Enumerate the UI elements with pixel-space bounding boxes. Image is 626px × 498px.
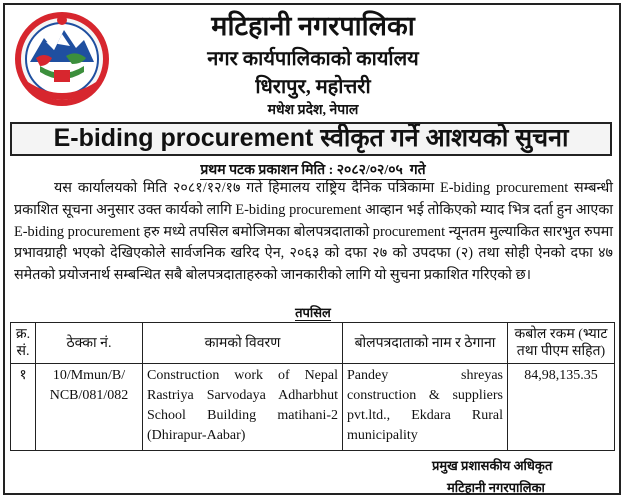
publication-date-line	[0, 160, 626, 179]
cell-serial: १	[11, 364, 36, 451]
publication-date: २०८२/०२/०५	[336, 163, 403, 178]
publication-label: प्रथम पटक प्रकाशन मिति :	[200, 163, 334, 178]
header-contract-no: ठेक्का नं.	[36, 323, 143, 364]
cell-contract-no: 10/Mmun/B/ NCB/081/082	[36, 364, 143, 451]
table-header-row	[11, 323, 615, 364]
header-bidder: बोलपत्रदाताको नाम र ठेगाना	[343, 323, 508, 364]
header-amount: कबोल रकम (भ्याट तथा पीएम सहित)	[508, 323, 615, 364]
cell-amount: 84,98,135.35	[508, 364, 615, 451]
cell-description: Construction work of Nepal Rastriya Sarvodaya Adharbhut School Building matihani-2 (Dhirapur-Aabar)	[143, 364, 343, 451]
table-row	[11, 364, 615, 451]
publication-suffix: गते	[409, 163, 426, 178]
header-description: कामको विवरण	[143, 323, 343, 364]
schedule-heading	[0, 303, 626, 321]
header-serial: क्र. सं.	[11, 323, 36, 364]
signatory-org: मटिहानी नगरपालिका	[447, 480, 545, 495]
schedule-title: तपसिल	[295, 305, 331, 320]
signatory-title: प्रमुख प्रशासकीय अधिकृत	[432, 458, 553, 473]
notice-body: यस कार्यालयको मिति २०८१/१२/१७ गते हिमालय राष्ट्रिय दैनिक पत्रिकामा E-biding procurement सम्बन्धी प्रकाशित सूचना अनुसार उक्त कार्यको लागि E-biding procurement आव्हान भई तोकिएको म्याद भित्र दर्ता हुन आएका E-biding procurement हरु मध्ये तपसिल बमोजिमका बोलपत्रदाताको procurement न्यूनतम मुल्याकित सारभुत रुपमा प्रभावग्राही भएको देखिएकोले सार्वजनिक खरिद ऐन, २०६३ को दफा २७ को उपदफा (२) तथा सोही ऐनको दफा ४७ समेतको प्रयोजनार्थ सम्बन्धित सबै बोलपत्रदाताहरुको जानकारीको लागि यो सुचना प्रकाशित गरिएको छ।	[14, 180, 613, 284]
province-name: मधेश प्रदेश, नेपाल	[267, 103, 359, 118]
office-location: धिरापुर, महोत्तरी	[255, 76, 371, 98]
office-name: नगर कार्यपालिकाको कार्यालय	[207, 48, 419, 70]
notice-title: E-biding procurement स्वीकृत गर्ने आशयको सुचना	[10, 122, 612, 156]
cell-bidder: Pandey shreyas construction & suppliers pvt.ltd., Ekdara Rural municipality	[343, 364, 508, 451]
bid-schedule-table	[10, 322, 615, 451]
municipality-name: मटिहानी नगरपालिका	[211, 11, 415, 41]
